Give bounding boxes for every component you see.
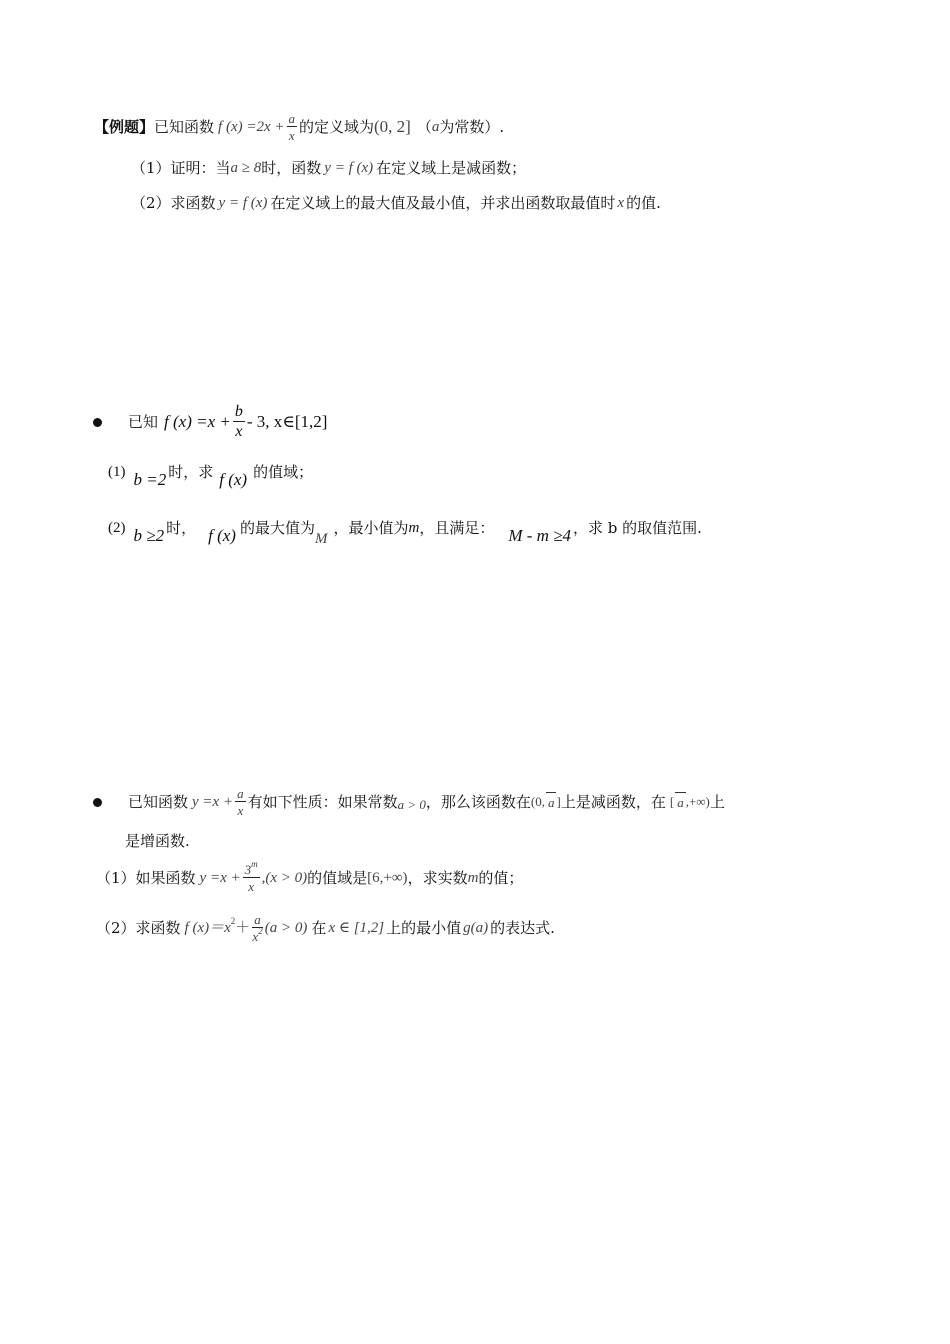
example-p1-func: y = f (x) [324,160,374,176]
q2-text-1: 已知函数 [128,793,189,811]
q1-statement [93,403,328,440]
q2-interval-1-close: ] [556,794,561,809]
q2-p1-num-exp: m [251,859,258,869]
q2-statement [93,786,725,818]
q2-p2-text: 在 [311,919,327,937]
q2-p2-lhs: f (x)＝x [184,920,231,936]
q1-text-1: 已知 [128,413,159,431]
q2-interval-2-open: [ [669,794,675,809]
example-fraction [287,112,298,142]
example-p2-func: y = f (x) [218,195,268,211]
q2-p2-exp: 2 [230,916,236,926]
q1-p1-func: f (x) [219,470,248,489]
example-tag: 【例题】 [94,118,155,136]
example-part-2 [131,193,661,213]
example-p1-end: 在定义域上是减函数； [376,159,527,177]
example-statement [94,112,504,142]
q2-interval-2-sqrt: a [675,792,686,813]
q2-p1-fraction-den: x [248,879,254,894]
example-p2-end: 的值. [626,194,661,212]
q1-p2-inequality: M - m ≥4 [508,526,572,545]
q1-p1-label: (1) [108,464,126,480]
example-fraction-den: x [288,128,295,143]
q2-text-3: ，那么该函数在 [425,793,531,811]
q2-statement-cont [125,831,190,851]
q1-p2-text-4: ，且满足： [419,519,495,537]
q2-p2-label: （2）求函数 [96,919,181,937]
example-text-1: 已知函数 [154,118,215,136]
q1-p1-end: 的值域； [253,463,314,481]
q2-p2-plus: ＋ [235,920,251,936]
example-p2-x: x [617,195,625,211]
q2-p2-den-exp: 2 [258,926,263,936]
q1-p1-cond: b =2 [133,470,167,489]
q2-p1-fraction [243,859,260,894]
q2-interval-1-sqrt: a [546,792,557,813]
q2-p1-m: m [467,870,479,886]
bullet-icon [93,798,102,807]
q2-p2-text-2: 上的最小值 [386,919,462,937]
q2-p1-text-2: ，求实数 [407,869,468,887]
q1-p2-end: ，求 b 的取值范围. [573,519,702,537]
q2-fraction-den: x [237,803,244,818]
q1-fraction-den: x [235,423,243,440]
q1-p2-text-3: ，最小值为 [333,519,409,537]
example-function-lhs: f (x) =2x + [218,119,285,135]
q1-p2-label: (2) [108,520,126,536]
q2-cond: a > 0 [397,797,426,812]
example-part-1 [131,158,526,178]
q2-p1-num-base: 3 [244,862,252,877]
q1-p2-min-m: m [408,520,420,536]
example-p2-label: （2）求函数 [131,194,216,212]
q2-p2-den-base: x [252,929,259,944]
q2-interval-2-close: ,+∞) [685,794,710,809]
q2-p2-end: 的表达式. [490,919,555,937]
q2-p1-lhs: y =x + [199,870,241,886]
q1-p2-text-2: 的最大值为 [239,519,315,537]
q1-p2-text: 时， [166,519,197,537]
q2-text-2: 有如下性质：如果常数 [247,793,398,811]
example-p1-cond: a ≥ 8 [230,160,262,176]
q2-fraction [235,787,246,817]
q2-text-4: 上是减函数，在 [560,793,666,811]
example-p2-text: 在定义域上的最大值及最小值，并求出函数取最值时 [270,194,616,212]
q2-p1-end: 的值； [478,869,524,887]
q1-fraction [233,404,245,440]
q2-p2-fraction-den [252,928,262,943]
example-p1-text: 时，函数 [261,159,322,177]
q1-fraction-num: b [234,403,243,420]
q2-p2-domain: x ∈ [1,2] [328,920,385,936]
q1-p2-max-M: M [314,531,328,547]
q2-function-lhs: y =x + [192,794,234,810]
q2-part-1 [96,859,524,894]
q2-p1-range: [6,+∞) [367,870,408,886]
q1-part-2 [108,518,702,548]
example-p1-label: （1）证明：当 [131,159,231,177]
q2-fraction-num: a [237,786,244,801]
q2-p2-g: g(a) [463,920,489,936]
q1-p2-func: f (x) [208,526,236,545]
q2-interval-1-open: (0, [530,794,545,809]
q2-p1-label: （1）如果函数 [96,869,196,887]
q2-text-6: 是增函数. [125,832,190,850]
q2-text-5: 上 [709,793,725,811]
q1-p1-text: 时，求 [168,463,214,481]
q1-function-rhs: - 3, x∈[1,2] [246,412,328,431]
example-domain: (0, 2] [374,117,411,136]
example-constant-a: a [431,119,440,135]
q2-p2-fraction [252,913,263,943]
q2-p2-fraction-num: a [254,912,261,927]
example-text-3: （ [416,118,432,136]
example-fraction-num: a [288,111,295,126]
q1-p2-cond: b ≥2 [133,526,165,545]
example-text-2: 的定义域为 [299,118,375,136]
q2-part-2 [96,912,555,944]
q2-p2-cond: (a > 0) [264,920,308,936]
example-text-3b: 为常数）. [439,118,505,136]
q2-p1-fraction-num [243,859,260,878]
q2-p1-text: 的值域是 [307,869,368,887]
bullet-icon [93,418,102,427]
q1-part-1 [108,462,313,488]
q1-function-lhs: f (x) =x + [164,412,231,431]
q2-p1-domain: ,(x > 0) [261,870,308,886]
